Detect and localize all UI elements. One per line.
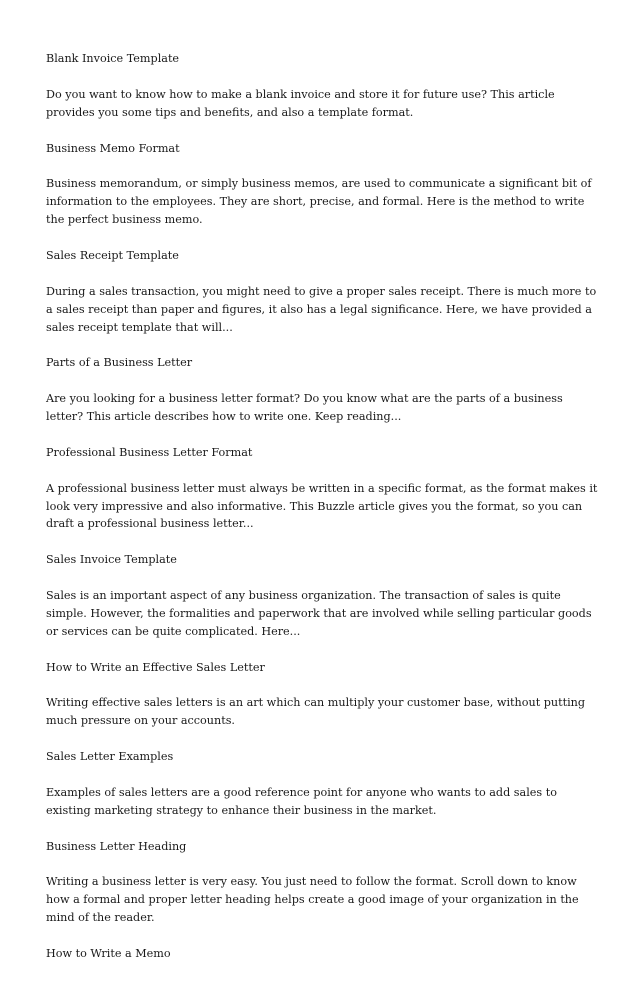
entry-business-memo-format [46, 140, 602, 230]
entry-title: Business Memo Format [46, 141, 180, 155]
entry-title: Business Letter Heading [46, 839, 187, 853]
entry-title: How to Write a Memo [46, 947, 171, 961]
document-page [46, 50, 602, 981]
entry-sales-invoice-template [46, 551, 602, 641]
entry-title: How to Write an Effective Sales Letter [46, 660, 265, 674]
entry-title: Professional Business Letter Format [46, 445, 253, 459]
entry-title: Blank Invoice Template [46, 52, 180, 65]
entry-sales-letter-examples [46, 748, 602, 820]
entry-description: Writing a business letter is very easy. You just need to follow the format. Scroll down to know how a formal and proper letter heading helps create a good image of your organization in the mind of the reader. [46, 875, 579, 925]
entry-description: Do you want to know how to make a blank invoice and store it for future use? This article provides you some tips and benefits, and also a template format. [46, 87, 555, 119]
entry-description: During a sales transaction, you might need to give a proper sales receipt. There is much more to a sales receipt than paper and figures, it also has a legal significance. Here, we have provided a sales receipt template that will... [46, 284, 597, 334]
entry-description: Sales is an important aspect of any business organization. The transaction of sales is quite simple. However, the formalities and paperwork that are involved while selling particular goods or services can be quite complicated. Here... [46, 589, 592, 638]
entry-description: Examples of sales letters are a good reference point for anyone who wants to add sales to existing marketing strategy to enhance their business in the market. [46, 785, 557, 817]
entry-professional-business-letter-format [46, 444, 602, 534]
entry-description: Business memorandum, or simply business memos, are used to communicate a significant bit of information to the employees. They are short, precise, and formal. Here is the method to write the perfect business memo. [46, 177, 592, 227]
entry-description: Writing effective sales letters is an art which can multiply your customer base, without putting much pressure on your accounts. [46, 696, 586, 728]
entry-effective-sales-letter [46, 659, 602, 731]
entry-description: A professional business letter must always be written in a specific format, as the format makes it look very impressive and also informative. This Buzzle article gives you the format, so you can draft a professional business letter... [46, 481, 598, 531]
entry-title: Sales Invoice Template [46, 553, 177, 567]
entry-title: Sales Letter Examples [46, 750, 174, 764]
entry-title: Sales Receipt Template [46, 248, 179, 262]
entry-blank-invoice-template [46, 50, 602, 122]
entry-parts-of-a-business-letter [46, 354, 602, 426]
entry-how-to-write-a-memo [46, 945, 602, 963]
entry-business-letter-heading [46, 838, 602, 928]
entry-sales-receipt-template [46, 247, 602, 337]
entry-description: Are you looking for a business letter format? Do you know what are the parts of a business letter? This article describes how to write one. Keep reading... [46, 392, 563, 424]
entry-title: Parts of a Business Letter [46, 356, 193, 370]
